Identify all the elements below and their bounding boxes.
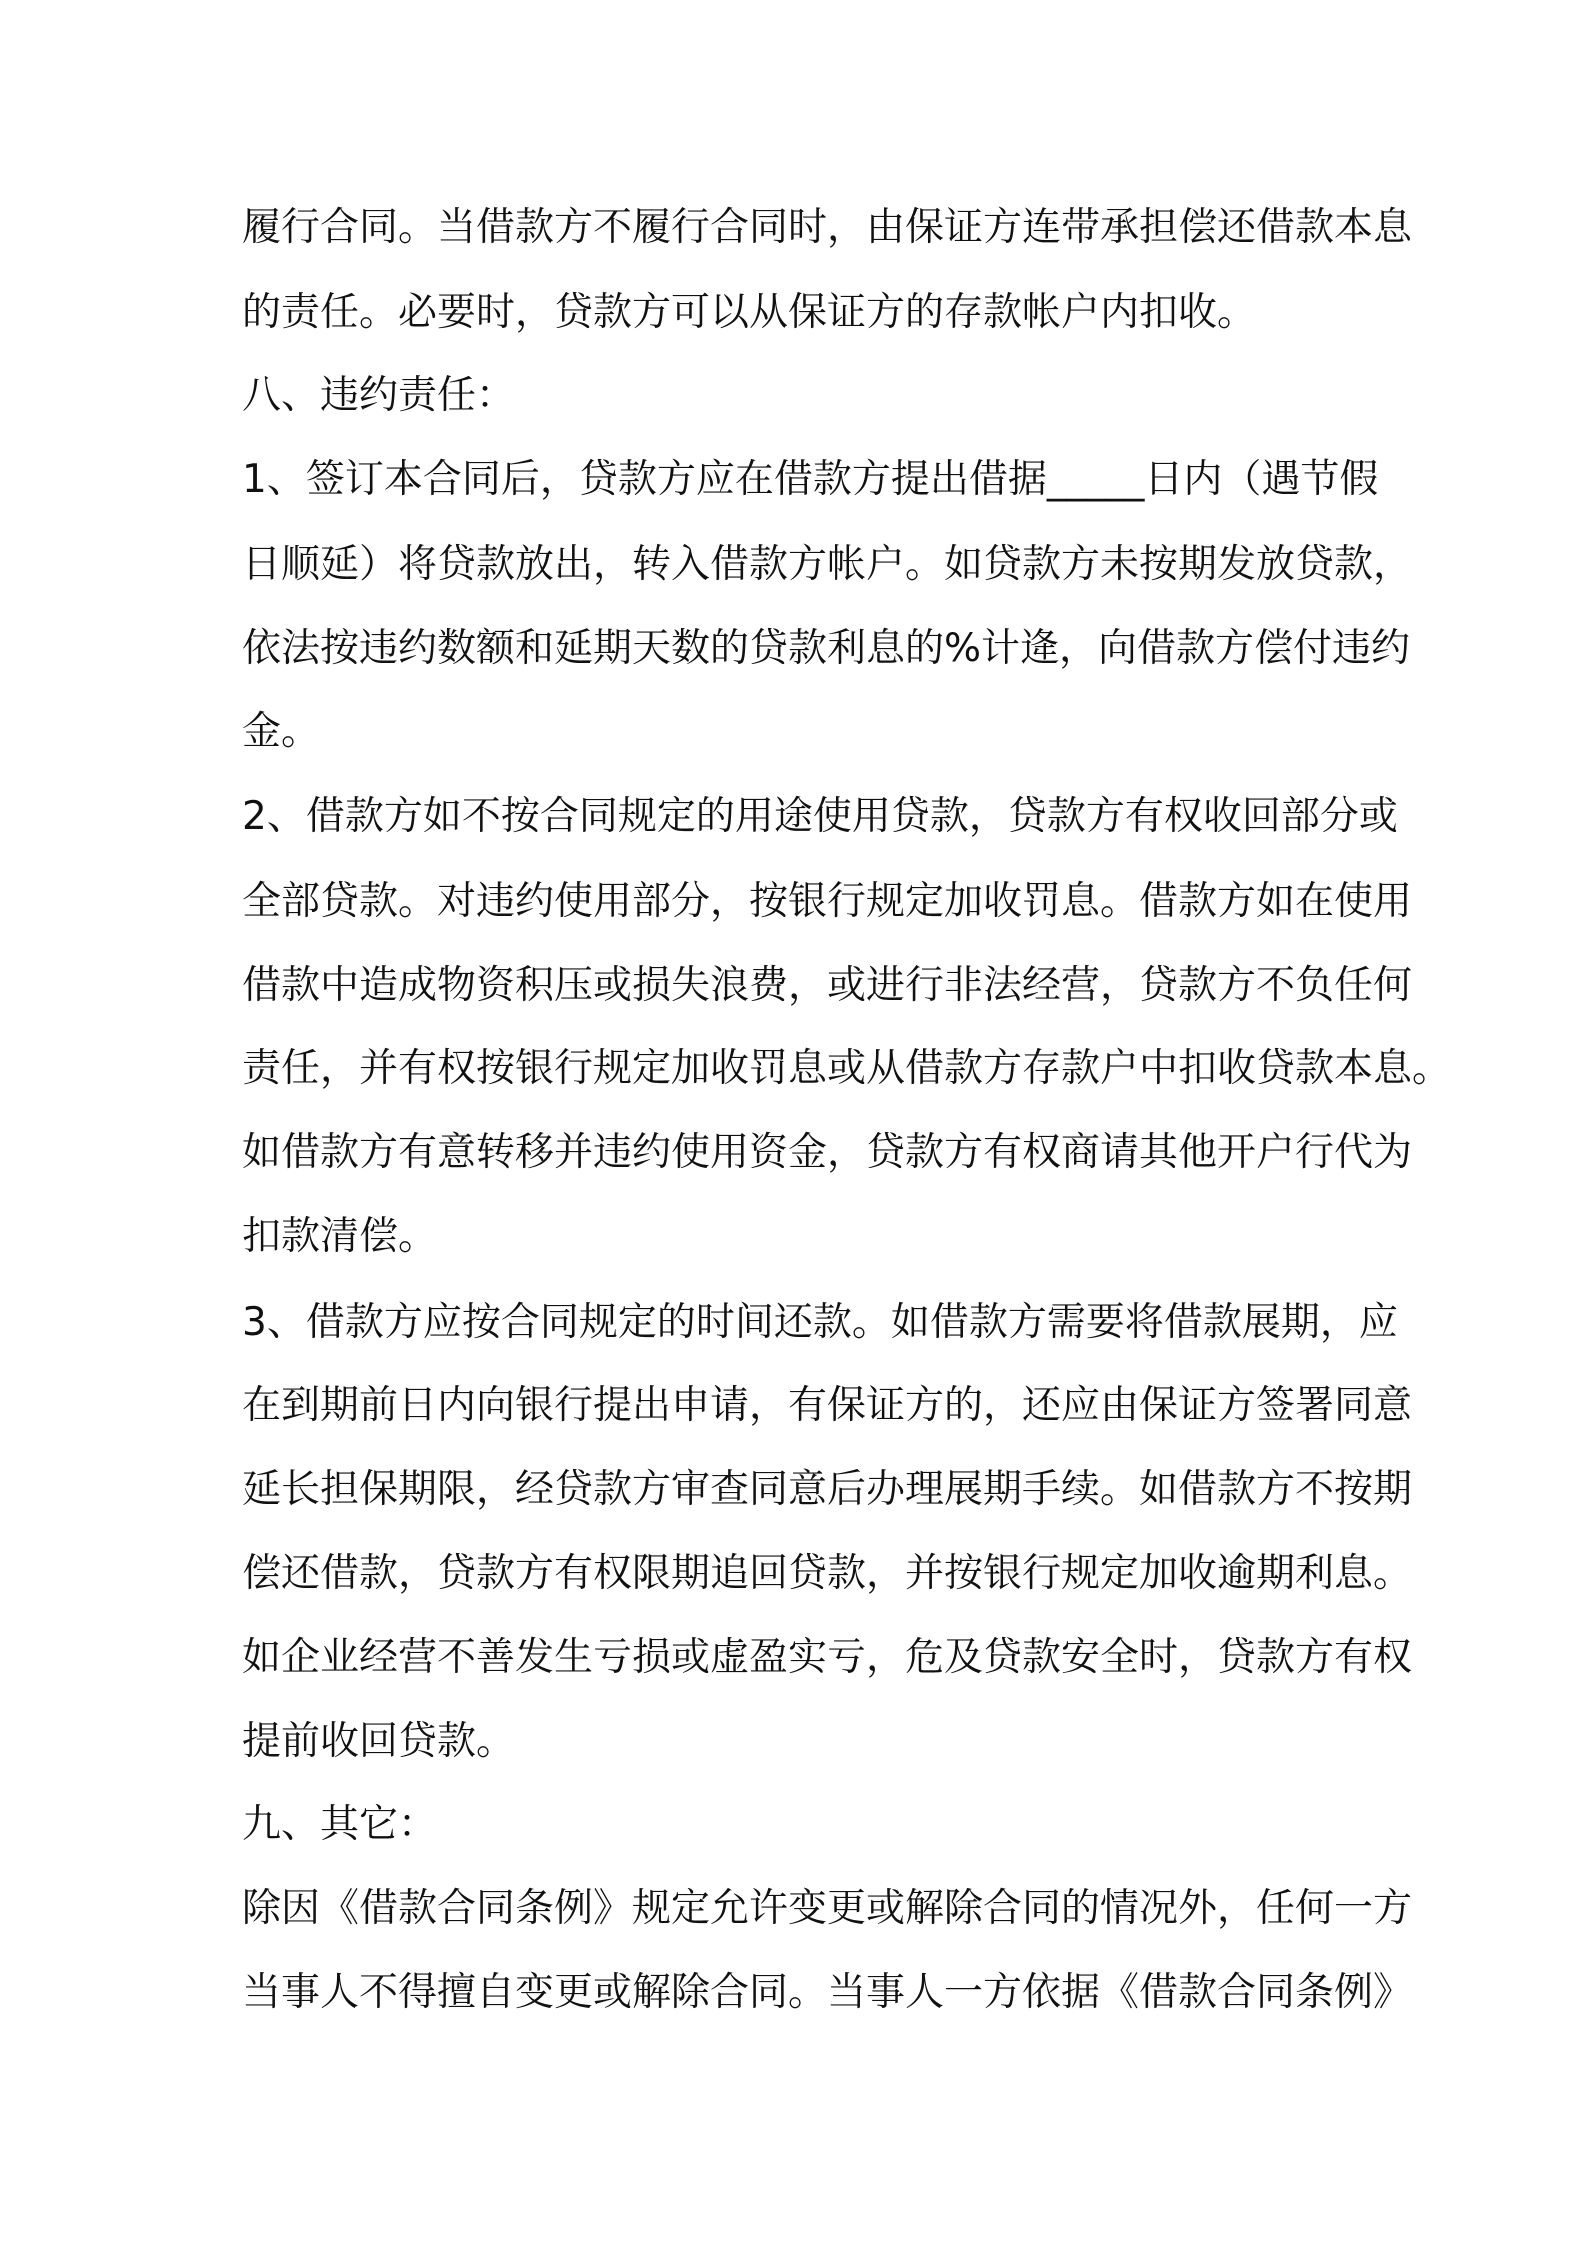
text-line: 全部贷款。对违约使用部分，按银行规定加收罚息。借款方如在使用 xyxy=(242,879,1413,924)
text-line: 的责任。必要时，贷款方可以从保证方的存款帐户内扣收。 xyxy=(242,290,1257,335)
text-line: 3、借款方应按合同规定的时间还款。如借款方需要将借款展期，应 xyxy=(242,1300,1398,1345)
text-line: 延长担保期限，经贷款方审查同意后办理展期手续。如借款方不按期 xyxy=(242,1467,1413,1512)
text-line: 如企业经营不善发生亏损或虚盈实亏，危及贷款安全时，贷款方有权 xyxy=(242,1635,1413,1680)
text-line: 日顺延）将贷款放出，转入借款方帐户。如贷款方未按期发放贷款， xyxy=(242,542,1413,587)
text-line: 依法按违约数额和延期天数的贷款利息的%计逄，向借款方偿付违约 xyxy=(242,626,1411,671)
text-line: 责任，并有权按银行规定加收罚息或从借款方存款户中扣收贷款本息。 xyxy=(242,1046,1452,1091)
text-line: 除因《借款合同条例》规定允许变更或解除合同的情况外，任何一方 xyxy=(242,1886,1413,1931)
text-line: 提前收回贷款。 xyxy=(242,1719,516,1764)
section-heading: 九、其它： xyxy=(242,1802,438,1847)
text-line: 扣款清偿。 xyxy=(242,1214,438,1259)
section-heading: 八、违约责任： xyxy=(242,373,516,418)
text-line: 当事人不得擅自变更或解除合同。当事人一方依据《借款合同条例》 xyxy=(242,1970,1413,2015)
text-line: 1、签订本合同后，贷款方应在借款方提出借据_____日内（遇节假 xyxy=(242,457,1379,502)
text-line: 2、借款方如不按合同规定的用途使用贷款，贷款方有权收回部分或 xyxy=(242,794,1398,839)
text-line: 在到期前日内向银行提出申请，有保证方的，还应由保证方签署同意 xyxy=(242,1383,1413,1428)
text-line: 借款中造成物资积压或损失浪费，或进行非法经营，贷款方不负任何 xyxy=(242,963,1413,1008)
text-line: 金。 xyxy=(242,709,321,754)
text-line: 偿还借款，贷款方有权限期追回贷款，并按银行规定加收逾期利息。 xyxy=(242,1551,1413,1596)
text-line: 如借款方有意转移并违约使用资金，贷款方有权商请其他开户行代为 xyxy=(242,1130,1413,1175)
text-line: 履行合同。当借款方不履行合同时，由保证方连带承担偿还借款本息 xyxy=(242,205,1413,250)
